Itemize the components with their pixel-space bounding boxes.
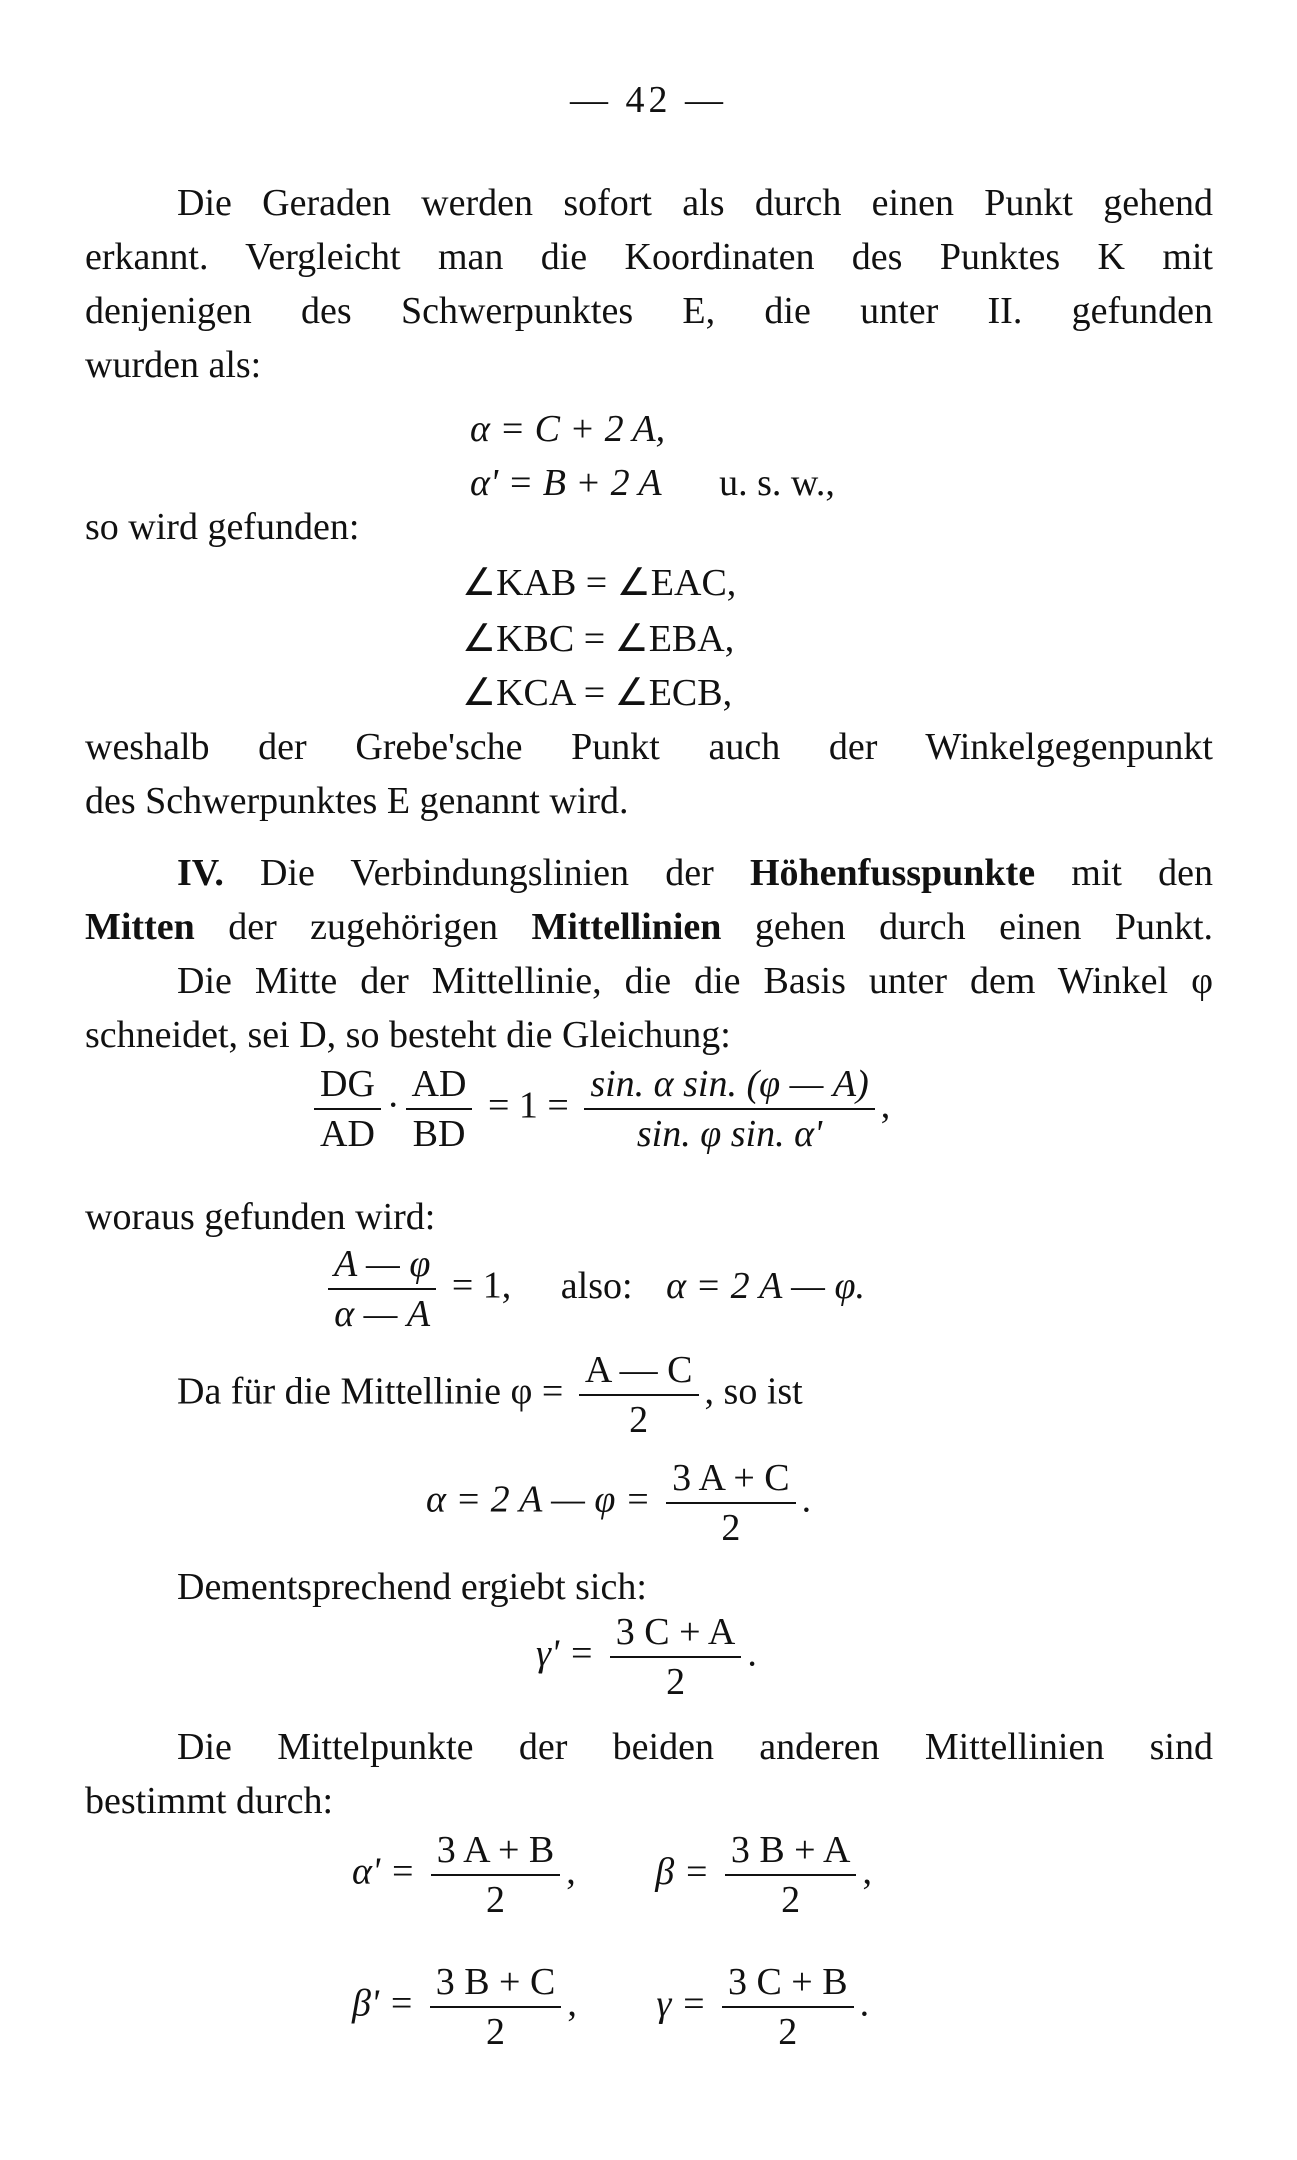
equation-5	[536, 1608, 757, 1706]
numerator: 3 B + A	[725, 1826, 857, 1876]
text-line: weshalb der Grebe'sche Punkt auch der Winkelgegenpunkt	[85, 726, 1213, 768]
operator: = 1 =	[487, 1084, 569, 1127]
fraction	[725, 1826, 857, 1924]
fraction	[610, 1608, 742, 1706]
equation-2	[322, 1240, 865, 1338]
section-number: IV.	[177, 852, 224, 894]
equation-alpha-prime-expr: α' = B + 2 A	[470, 462, 662, 504]
text-fragment: mit den	[1071, 852, 1214, 894]
text-fragment: Da für die Mittellinie φ =	[177, 1370, 564, 1413]
denominator: 2	[781, 1879, 801, 1921]
woraus-gefunden: woraus gefunden wird:	[85, 1196, 436, 1238]
text-line: Die Mitte der Mittellinie, die die Basis unter dem Winkel φ	[177, 960, 1213, 1002]
fraction	[430, 1958, 562, 2056]
text-line: Die Mittelpunkte der beiden anderen Mittellinien sind	[177, 1726, 1213, 1768]
operator: = 1,	[451, 1264, 512, 1307]
denominator: α — A	[334, 1293, 431, 1335]
numerator: A — C	[579, 1346, 699, 1396]
denominator: 2	[486, 2011, 506, 2053]
angle-eq-1: ∠KAB = ∠EAC,	[462, 562, 737, 604]
so-wird-gefunden: so wird gefunden:	[85, 506, 360, 548]
operator: ·	[386, 1084, 400, 1127]
text-fragment: Die Verbindungslinien der	[260, 852, 714, 894]
dementsprechend: Dementsprechend ergiebt sich:	[177, 1566, 647, 1608]
numerator: AD	[406, 1060, 473, 1110]
text-fragment: α' =	[352, 1850, 416, 1893]
fraction	[431, 1826, 561, 1924]
text-fragment: .	[747, 1632, 757, 1675]
text-line: Die Geraden werden sofort als durch einen Punkt gehend	[177, 182, 1213, 224]
numerator: 3 B + C	[430, 1958, 562, 2008]
angle-eq-3: ∠KCA = ∠ECB,	[462, 672, 733, 714]
text-fragment: β' =	[352, 1982, 415, 2025]
denominator: 2	[721, 1507, 741, 1549]
page-number: — 42 —	[570, 79, 727, 121]
text-fragment: gehen durch einen Punkt.	[754, 906, 1214, 948]
text-fragment: , so ist	[704, 1370, 803, 1413]
numerator: 3 A + B	[431, 1826, 561, 1876]
text-line: des Schwerpunktes E genannt wird.	[85, 780, 629, 822]
denominator: 2	[778, 2011, 798, 2053]
text-fragment: der zugehörigen	[228, 906, 498, 948]
section-iv	[85, 846, 1213, 954]
fraction	[579, 1346, 699, 1444]
numerator: A — φ	[328, 1240, 436, 1290]
equation-3	[177, 1346, 803, 1444]
text-line: wurden als:	[85, 344, 262, 386]
text-fragment: α = 2 A — φ =	[426, 1478, 651, 1521]
text-line: erkannt. Vergleicht man die Koordinaten des Punktes K mit	[85, 236, 1213, 278]
text-fragment: β =	[655, 1850, 710, 1893]
text-line: bestimmt durch:	[85, 1780, 334, 1822]
paragraph-1	[85, 176, 1213, 392]
equation-1	[308, 1060, 890, 1158]
paragraph-4	[85, 1720, 1213, 1828]
equation-4	[426, 1454, 811, 1552]
angle-eq-2: ∠KBC = ∠EBA,	[462, 618, 735, 660]
also-label: also:	[560, 1264, 633, 1307]
equation-alpha: α = C + 2 A,	[470, 408, 666, 450]
text-fragment: ,	[862, 1850, 872, 1893]
numerator: 3 A + C	[666, 1454, 796, 1504]
paragraph-2	[85, 720, 1213, 828]
section-iv-line-2	[85, 900, 1213, 954]
text-fragment: .	[859, 1982, 870, 2025]
fraction	[584, 1060, 874, 1158]
fraction	[328, 1240, 436, 1338]
emphasis: Mitten	[85, 906, 195, 948]
emphasis: Mittellinien	[531, 906, 722, 948]
paragraph-3	[85, 954, 1213, 1062]
equation-7	[352, 1958, 869, 2056]
text-line: denjenigen des Schwerpunktes E, die unter II. gefunden	[85, 290, 1213, 332]
text-fragment: γ' =	[536, 1632, 595, 1675]
text-fragment: ,	[566, 1850, 576, 1893]
text-line: schneidet, sei D, so besteht die Gleichung:	[85, 1014, 731, 1056]
denominator: AD	[320, 1113, 375, 1155]
denominator: 2	[485, 1879, 505, 1921]
equation-usw: u. s. w.,	[719, 462, 835, 504]
equation-2-result: α = 2 A — φ.	[666, 1264, 865, 1307]
fraction	[666, 1454, 796, 1552]
equation-6	[352, 1826, 872, 1924]
numerator: DG	[314, 1060, 381, 1110]
numerator: sin. α sin. (φ — A)	[584, 1060, 874, 1110]
fraction	[314, 1060, 381, 1158]
denominator: BD	[412, 1113, 466, 1155]
numerator: 3 C + A	[610, 1608, 742, 1658]
denominator: 2	[666, 1661, 686, 1703]
denominator: 2	[629, 1399, 649, 1441]
equation-alpha-prime	[470, 456, 835, 510]
text-fragment: ,	[567, 1982, 577, 2025]
fraction	[406, 1060, 473, 1158]
denominator: sin. φ sin. α'	[636, 1113, 823, 1155]
operator: ,	[880, 1084, 891, 1127]
emphasis: Höhenfusspunkte	[749, 852, 1036, 894]
text-fragment: .	[801, 1478, 812, 1521]
text-fragment: γ =	[656, 1982, 707, 2025]
numerator: 3 C + B	[722, 1958, 854, 2008]
section-iv-line-1	[85, 846, 1213, 900]
fraction	[722, 1958, 854, 2056]
